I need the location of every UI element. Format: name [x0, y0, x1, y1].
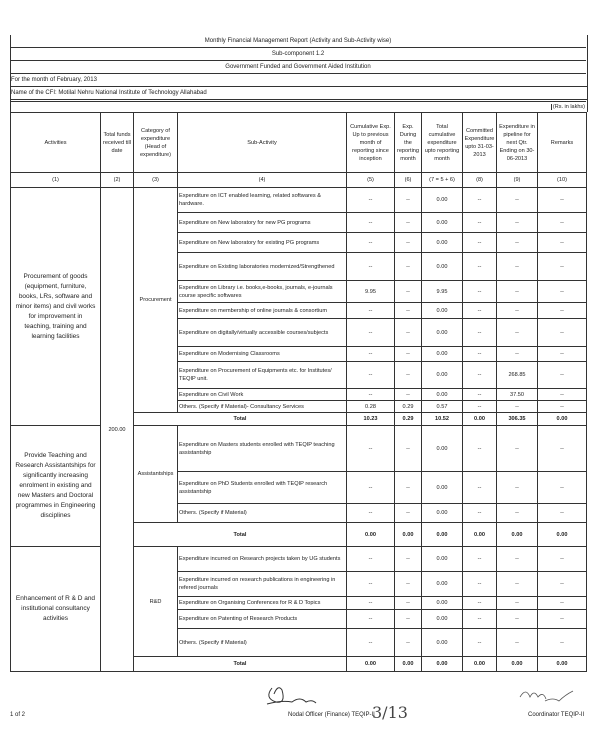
value-cell: -- — [538, 188, 587, 213]
value-cell: -- — [347, 188, 395, 213]
column-number: (6) — [395, 173, 422, 188]
value-cell: -- — [497, 281, 538, 303]
sub-activity-cell: Expenditure on ICT enabled learning, related softwares & hardware. — [178, 188, 347, 213]
value-cell: 0.00 — [422, 472, 463, 504]
value-cell: -- — [347, 426, 395, 472]
value-cell: -- — [395, 629, 422, 657]
value-cell: -- — [538, 389, 587, 401]
total-value-cell: 0.00 — [395, 657, 422, 672]
value-cell: -- — [497, 472, 538, 504]
nodal-officer-label: Nodal Officer (Finance) TEQIP-II — [288, 712, 375, 718]
page-number: 1 of 2 — [10, 712, 26, 718]
column-number: (4) — [178, 173, 347, 188]
value-cell: 9.95 — [422, 281, 463, 303]
sub-activity-cell: Others. (Specify if Material) — [178, 504, 347, 523]
value-cell: -- — [463, 233, 497, 253]
value-cell: 0.57 — [422, 401, 463, 413]
value-cell: -- — [395, 504, 422, 523]
total-value-cell: 0.00 — [538, 657, 587, 672]
expenditure-table — [10, 112, 587, 672]
sub-activity-cell: Expenditure on Masters students enrolled with TEQIP teaching assistantship — [178, 426, 347, 472]
value-cell: -- — [497, 347, 538, 362]
value-cell: -- — [497, 213, 538, 233]
sub-activity-cell: Expenditure on New laboratory for new PG programs — [178, 213, 347, 233]
value-cell: -- — [538, 362, 587, 389]
column-number: (1) — [11, 173, 101, 188]
value-cell: -- — [463, 389, 497, 401]
value-cell: -- — [497, 547, 538, 572]
value-cell: -- — [395, 610, 422, 629]
total-value-cell: 0.29 — [395, 413, 422, 426]
value-cell: -- — [538, 213, 587, 233]
sub-activity-cell: Expenditure on digitally/virtually accessible courses/subjects — [178, 319, 347, 347]
column-header: Category of expenditure (Head of expenditure) — [134, 113, 178, 173]
value-cell: -- — [497, 253, 538, 281]
sub-activity-cell: Expenditure on PhD Students enrolled with TEQIP research assistantship — [178, 472, 347, 504]
total-value-cell: 0.00 — [347, 523, 395, 547]
nodal-officer-signature — [262, 680, 332, 710]
activity-cell: Provide Teaching and Research Assistantships for significantly increasing enrolment in existing and new Masters and Doctoral programmes in Engineering disciplines — [11, 426, 101, 547]
value-cell: -- — [497, 401, 538, 413]
value-cell: 0.00 — [422, 319, 463, 347]
value-cell: -- — [538, 281, 587, 303]
value-cell: -- — [395, 426, 422, 472]
value-cell: -- — [463, 213, 497, 233]
value-cell: -- — [538, 504, 587, 523]
sub-activity-cell: Expenditure incurred on Research projects taken by UG students — [178, 547, 347, 572]
value-cell: -- — [347, 319, 395, 347]
value-cell: -- — [463, 629, 497, 657]
value-cell: 0.00 — [422, 362, 463, 389]
total-label: Total — [134, 657, 347, 672]
value-cell: 0.00 — [422, 597, 463, 610]
report-month: For the month of February, 2013 — [10, 74, 587, 87]
value-cell: 0.00 — [422, 610, 463, 629]
column-number-row — [11, 173, 587, 188]
total-value-cell: 10.52 — [422, 413, 463, 426]
value-cell: -- — [497, 233, 538, 253]
category-cell: Procurement — [134, 188, 178, 413]
value-cell: -- — [347, 629, 395, 657]
report-title: Monthly Financial Management Report (Activity and Sub-Activity wise) — [10, 35, 586, 48]
value-cell: -- — [538, 253, 587, 281]
column-number: (2) — [101, 173, 134, 188]
total-value-cell: 0.00 — [538, 413, 587, 426]
value-cell: -- — [395, 233, 422, 253]
institution-type: Government Funded and Government Aided Institution — [10, 61, 586, 74]
value-cell: -- — [347, 504, 395, 523]
value-cell: -- — [463, 426, 497, 472]
value-cell: -- — [463, 188, 497, 213]
column-number: (7 = 5 + 6) — [422, 173, 463, 188]
column-header: Total funds received till date — [101, 113, 134, 173]
sub-activity-cell: Others. (Specify if Material) — [178, 629, 347, 657]
column-header: Total cumulative expenditure upto reporting month — [422, 113, 463, 173]
value-cell: -- — [347, 213, 395, 233]
total-value-cell: 0.00 — [497, 657, 538, 672]
activity-cell: Procurement of goods (equipment, furniture, books, LRs, software and minor items) and civil works for improvement in teaching, training and learning facilities — [11, 188, 101, 426]
header-row — [11, 113, 587, 173]
value-cell: -- — [347, 303, 395, 319]
value-cell: -- — [538, 547, 587, 572]
total-value-cell: 0.00 — [422, 657, 463, 672]
value-cell: 0.00 — [422, 188, 463, 213]
sub-activity-cell: Expenditure on Library i.e. books,e-books, journals, e-journals course specific softwares — [178, 281, 347, 303]
value-cell: -- — [395, 253, 422, 281]
column-number: (5) — [347, 173, 395, 188]
value-cell: 0.28 — [347, 401, 395, 413]
value-cell: -- — [395, 281, 422, 303]
value-cell: 0.00 — [422, 303, 463, 319]
total-label: Total — [134, 413, 347, 426]
sub-activity-cell: Expenditure on Civil Work — [178, 389, 347, 401]
total-value-cell: 0.00 — [422, 523, 463, 547]
value-cell: -- — [463, 303, 497, 319]
total-value-cell: 0.00 — [395, 523, 422, 547]
value-cell: -- — [395, 188, 422, 213]
total-value-cell: 0.00 — [463, 523, 497, 547]
sub-activity-cell: Expenditure on Organising Conferences for R & D Topics — [178, 597, 347, 610]
total-value-cell: 0.00 — [463, 413, 497, 426]
column-number: (3) — [134, 173, 178, 188]
value-cell: -- — [395, 347, 422, 362]
value-cell: 37.50 — [497, 389, 538, 401]
column-header: Expenditure in pipeline for next Qtr. Ending on 30-06-2013 — [497, 113, 538, 173]
value-cell: 0.00 — [422, 629, 463, 657]
value-cell: -- — [538, 401, 587, 413]
value-cell: 0.00 — [422, 233, 463, 253]
total-value-cell: 306.35 — [497, 413, 538, 426]
value-cell: -- — [347, 362, 395, 389]
sub-activity-cell: Expenditure on New laboratory for existing PG programs — [178, 233, 347, 253]
column-header: Remarks — [538, 113, 587, 173]
value-cell: -- — [395, 389, 422, 401]
value-cell: 0.00 — [422, 347, 463, 362]
value-cell: -- — [497, 504, 538, 523]
value-cell: -- — [395, 303, 422, 319]
total-value-cell: 10.23 — [347, 413, 395, 426]
coordinator-label: Coordinator TEQIP-II — [528, 712, 585, 718]
value-cell: 0.29 — [395, 401, 422, 413]
value-cell: -- — [463, 281, 497, 303]
value-cell: -- — [463, 319, 497, 347]
value-cell: -- — [463, 504, 497, 523]
value-cell: -- — [347, 389, 395, 401]
value-cell: 0.00 — [422, 426, 463, 472]
value-cell: 0.00 — [422, 213, 463, 233]
value-cell: -- — [395, 572, 422, 597]
value-cell: -- — [538, 472, 587, 504]
value-cell: -- — [395, 547, 422, 572]
value-cell: -- — [463, 572, 497, 597]
total-label: Total — [134, 523, 347, 547]
value-cell: 0.00 — [422, 253, 463, 281]
value-cell: -- — [463, 547, 497, 572]
value-cell: -- — [538, 426, 587, 472]
value-cell: -- — [497, 188, 538, 213]
column-number: (8) — [463, 173, 497, 188]
total-value-cell: 0.00 — [347, 657, 395, 672]
total-funds-cell: 200.00 — [101, 188, 134, 672]
cfi-name: Name of the CFI: Motilal Nehru National Institute of Technology Allahabad — [10, 87, 587, 100]
value-cell: -- — [463, 347, 497, 362]
value-cell: -- — [347, 547, 395, 572]
column-number: (9) — [497, 173, 538, 188]
column-header: Cumulative Exp. Up to previous month of reporting since inception — [347, 113, 395, 173]
value-cell: -- — [538, 572, 587, 597]
value-cell: 0.00 — [422, 547, 463, 572]
value-cell: -- — [463, 362, 497, 389]
value-cell: 0.00 — [422, 572, 463, 597]
value-cell: -- — [347, 233, 395, 253]
value-cell: -- — [538, 597, 587, 610]
value-cell: -- — [347, 472, 395, 504]
column-header: Activities — [11, 113, 101, 173]
value-cell: -- — [497, 572, 538, 597]
value-cell: -- — [463, 253, 497, 281]
value-cell: -- — [395, 597, 422, 610]
signature-date: 3/13 — [372, 703, 408, 722]
value-cell: 0.00 — [422, 504, 463, 523]
value-cell: -- — [347, 597, 395, 610]
value-cell: -- — [538, 629, 587, 657]
value-cell: -- — [395, 362, 422, 389]
value-cell: -- — [347, 253, 395, 281]
value-cell: -- — [497, 319, 538, 347]
value-cell: -- — [497, 610, 538, 629]
value-cell: -- — [538, 347, 587, 362]
value-cell: 0.00 — [422, 389, 463, 401]
sub-activity-cell: Expenditure on Modernising Classrooms — [178, 347, 347, 362]
units-text: (Rs. in lakhs) — [552, 104, 585, 110]
value-cell: -- — [497, 597, 538, 610]
category-cell: Assistantships — [134, 426, 178, 523]
value-cell: -- — [463, 401, 497, 413]
column-header: Committed Expenditure upto 31-03-2013 — [463, 113, 497, 173]
total-value-cell: 0.00 — [497, 523, 538, 547]
value-cell: -- — [538, 610, 587, 629]
table-row — [11, 188, 587, 213]
value-cell: -- — [347, 610, 395, 629]
value-cell: -- — [347, 572, 395, 597]
value-cell: -- — [538, 303, 587, 319]
sub-activity-cell: Expenditure incurred on research publications in engineering in refered journals — [178, 572, 347, 597]
value-cell: -- — [463, 597, 497, 610]
total-value-cell: 0.00 — [463, 657, 497, 672]
sub-activity-cell: Others. (Specify if Material)- Consultancy Services — [178, 401, 347, 413]
coordinator-signature — [515, 683, 590, 705]
value-cell: -- — [395, 472, 422, 504]
value-cell: 9.95 — [347, 281, 395, 303]
value-cell: -- — [347, 347, 395, 362]
value-cell: -- — [497, 303, 538, 319]
sub-activity-cell: Expenditure on Procurement of Equipments etc. for Institutes/ TEQIP unit. — [178, 362, 347, 389]
sub-activity-cell: Expenditure on Existing laboratories modernized/Strengthened — [178, 253, 347, 281]
value-cell: -- — [538, 233, 587, 253]
value-cell: -- — [463, 610, 497, 629]
sub-activity-cell: Expenditure on Patenting of Research Products — [178, 610, 347, 629]
sub-activity-cell: Expenditure on membership of online journals & consortium — [178, 303, 347, 319]
column-header: Exp. During the reporting month — [395, 113, 422, 173]
value-cell: -- — [395, 213, 422, 233]
column-number: (10) — [538, 173, 587, 188]
subcomponent: Sub-component 1.2 — [10, 48, 586, 61]
table-row — [11, 426, 587, 472]
value-cell: -- — [395, 319, 422, 347]
value-cell: 268.85 — [497, 362, 538, 389]
value-cell: -- — [497, 629, 538, 657]
total-value-cell: 0.00 — [538, 523, 587, 547]
column-header: Sub-Activity — [178, 113, 347, 173]
value-cell: -- — [463, 472, 497, 504]
table-row — [11, 547, 587, 572]
value-cell: -- — [497, 426, 538, 472]
value-cell: -- — [538, 319, 587, 347]
category-cell: R&D — [134, 547, 178, 657]
activity-cell: Enhancement of R & D and institutional consultancy activities — [11, 547, 101, 672]
